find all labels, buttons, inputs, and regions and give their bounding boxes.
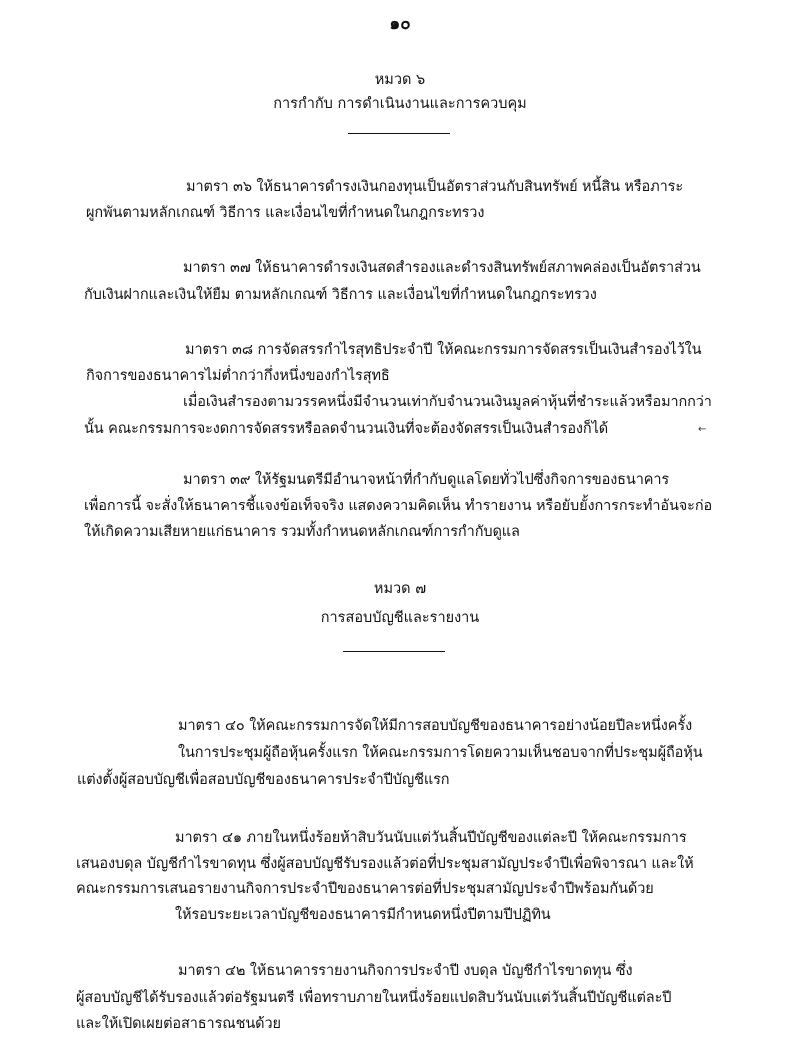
section-41-line-2: เสนองบดุล บัญชีกำไรขาดทุน ซึ่งผู้สอบบัญชีรับรองแล้วต่อที่ประชุมสามัญประจำปีเพื่อพิจารณา และให้ — [76, 856, 694, 872]
chapter-title: การกำกับ การดำเนินงานและการควบคุม — [273, 96, 527, 112]
section-42-line-1: มาตรา ๔๒ ให้ธนาคารรายงานกิจการประจำปี งบดุล บัญชีกำไรขาดทุน ซึ่ง — [178, 963, 633, 979]
section-40-line-1: มาตรา ๔๐ ให้คณะกรรมการจัดให้มีการสอบบัญชีของธนาคารอย่างน้อยปีละหนึ่งครั้ง — [178, 718, 693, 734]
section-41-line-1: มาตรา ๔๑ ภายในหนึ่งร้อยห้าสิบวันนับแต่วันสิ้นปีบัญชีของแต่ละปี ให้คณะกรรมการ — [175, 830, 687, 846]
section-38-line-1: มาตรา ๓๘ การจัดสรรกำไรสุทธิประจำปี ให้คณะกรรมการจัดสรรเป็นเงินสำรองไว้ใน — [185, 342, 702, 358]
section-37-line-2: กับเงินฝากและเงินให้ยืม ตามหลักเกณฑ์ วิธีการ และเงื่อนไขที่กำหนดในกฎกระทรวง — [84, 287, 597, 303]
section-39-line-3: ให้เกิดความเสียหายแก่ธนาคาร รวมทั้งกำหนดหลักเกณฑ์การกำกับดูแล — [84, 524, 520, 540]
section-divider — [348, 133, 450, 134]
chapter-heading: หมวด ๖ — [374, 72, 426, 88]
section-36-line-2: ผูกพันตามหลักเกณฑ์ วิธีการ และเงื่อนไขที่กำหนดในกฎกระทรวง — [86, 205, 485, 221]
margin-mark: ← — [698, 424, 707, 435]
page-number: ๑๐ — [389, 14, 411, 34]
section-37-line-1: มาตรา ๓๗ ให้ธนาคารดำรงเงินสดสำรองและดำรงสินทรัพย์สภาพคล่องเป็นอัตราส่วน — [183, 260, 701, 276]
section-42-line-2: ผู้สอบบัญชีได้รับรองแล้วต่อรัฐมนตรี เพื่อทราบภายในหนึ่งร้อยแปดสิบวันนับแต่วันสิ้นปีบัญชีแต่ละปี — [76, 990, 672, 1006]
section-divider — [343, 651, 445, 652]
section-40-line-2: ในการประชุมผู้ถือหุ้นครั้งแรก ให้คณะกรรมการโดยความเห็นชอบจากที่ประชุมผู้ถือหุ้น — [178, 745, 703, 761]
section-41-line-3: คณะกรรมการเสนอรายงานกิจการประจำปีของธนาคารต่อที่ประชุมสามัญประจำปีพร้อมกันด้วย — [76, 881, 654, 897]
section-39-line-1: มาตรา ๓๙ ให้รัฐมนตรีมีอำนาจหน้าที่กำกับดูแลโดยทั่วไปซึ่งกิจการของธนาคาร — [183, 472, 670, 488]
section-41-line-4: ให้รอบระยะเวลาบัญชีของธนาคารมีกำหนดหนึ่งปีตามปีปฏิทิน — [175, 907, 551, 923]
chapter-title: การสอบบัญชีและรายงาน — [320, 610, 480, 626]
section-38-line-2: กิจการของธนาคารไม่ต่ำกว่ากึ่งหนึ่งของกำไรสุทธิ — [86, 368, 390, 384]
section-39-line-2: เพื่อการนี้ จะสั่งให้ธนาคารชี้แจงข้อเท็จจริง แสดงความคิดเห็น ทำรายงาน หรือยับยั้งการกระทำอันจะก่อ — [84, 498, 713, 514]
section-38-line-3: เมื่อเงินสำรองตามวรรคหนึ่งมีจำนวนเท่ากับจำนวนเงินมูลค่าหุ้นที่ชำระแล้วหรือมากกว่า — [183, 394, 712, 410]
section-36-line-1: มาตรา ๓๖ ให้ธนาคารดำรงเงินกองทุนเป็นอัตราส่วนกับสินทรัพย์ หนี้สิน หรือภาระ — [186, 179, 684, 195]
section-40-line-3: แต่งตั้งผู้สอบบัญชีเพื่อสอบบัญชีของธนาคารประจำปีบัญชีแรก — [77, 772, 450, 788]
section-42-line-3: และให้เปิดเผยต่อสาธารณชนด้วย — [76, 1016, 281, 1032]
section-38-line-4: นั้น คณะกรรมการจะงดการจัดสรรหรือลดจำนวนเงินที่จะต้องจัดสรรเป็นเงินสำรองก็ได้ — [84, 421, 609, 437]
chapter-heading: หมวด ๗ — [373, 581, 427, 597]
